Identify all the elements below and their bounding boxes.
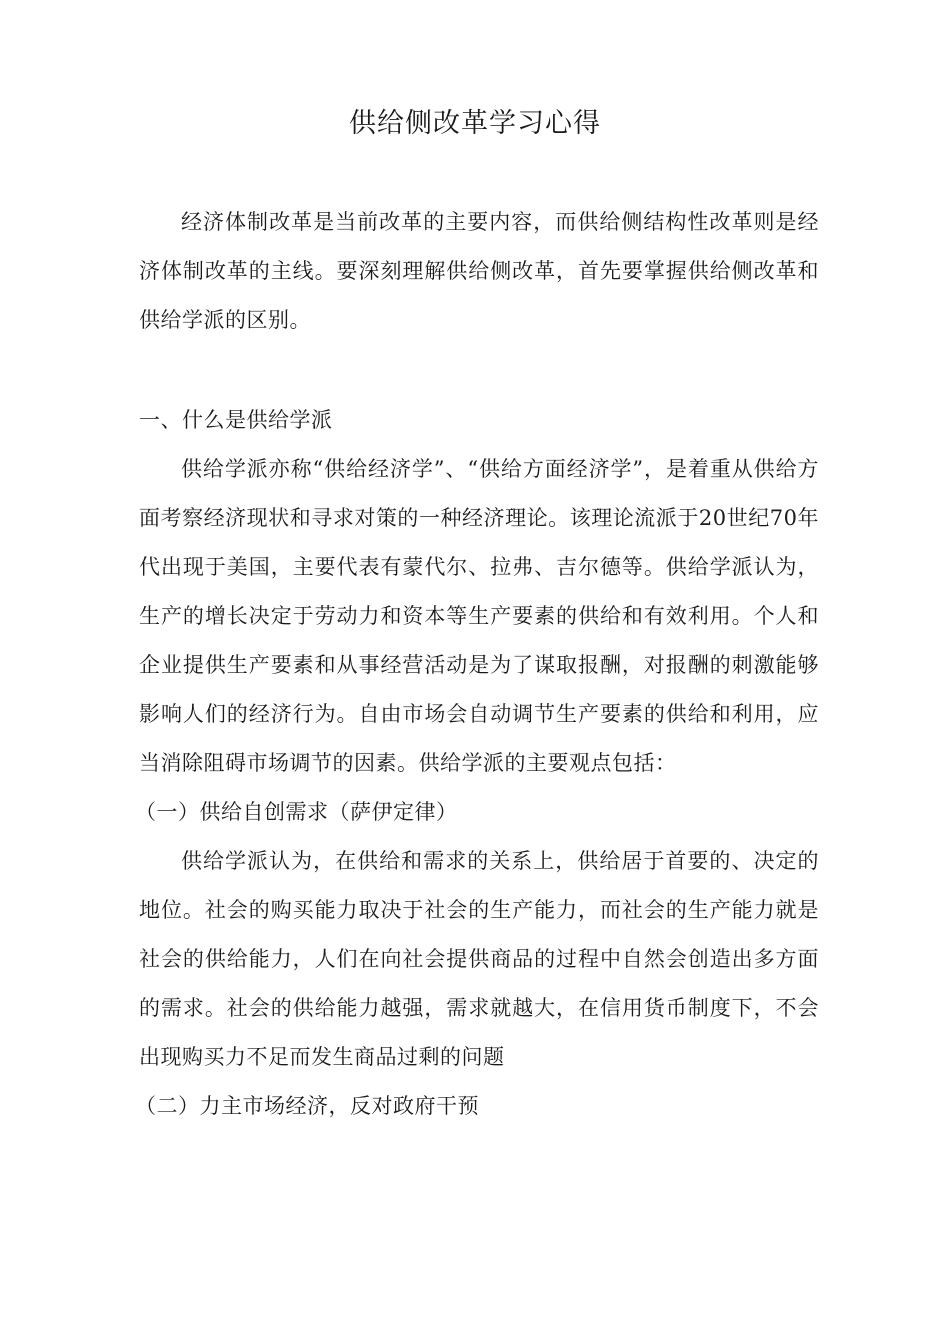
section-what-is-supply-school xyxy=(135,396,819,1131)
subsection-heading-2: （二）力主市场经济，反对政府干预 xyxy=(135,1094,479,1118)
intro-block xyxy=(139,198,819,345)
section-heading: 一、什么是供给学派 xyxy=(139,408,333,432)
intro-paragraph: 经济体制改革是当前改革的主要内容，而供给侧结构性改革则是经济体制改革的主线。要深刻理解供给侧改革，首先要掌握供给侧改革和供给学派的区别。 xyxy=(139,210,819,332)
subsection-paragraph-1: 供给学派认为，在供给和需求的关系上，供给居于首要的、决定的地位。社会的购买能力取决于社会的生产能力，而社会的生产能力就是社会的供给能力，人们在向社会提供商品的过程中自然会创造出多方面的需求。社会的供给能力越强，需求就越大，在信用货币制度下，不会出现购买力不足而发生商品过剩的问题 xyxy=(139,849,819,1069)
document-title: 供给侧改革学习心得 xyxy=(349,108,601,139)
subsection-heading-1: （一）供给自创需求（萨伊定律） xyxy=(135,800,458,824)
section-paragraph: 供给学派亦称“供给经济学”、“供给方面经济学”，是着重从供给方面考察经济现状和寻求对策的一种经济理论。该理论流派于20世纪70年代出现于美国，主要代表有蒙代尔、拉弗、吉尔德等。供给学派认为，生产的增长决定于劳动力和资本等生产要素的供给和有效利用。个人和企业提供生产要素和从事经营活动是为了谋取报酬，对报酬的刺激能够影响人们的经济行为。自由市场会自动调节生产要素的供给和利用，应当消除阻碍市场调节的因素。供给学派的主要观点包括： xyxy=(139,457,819,775)
